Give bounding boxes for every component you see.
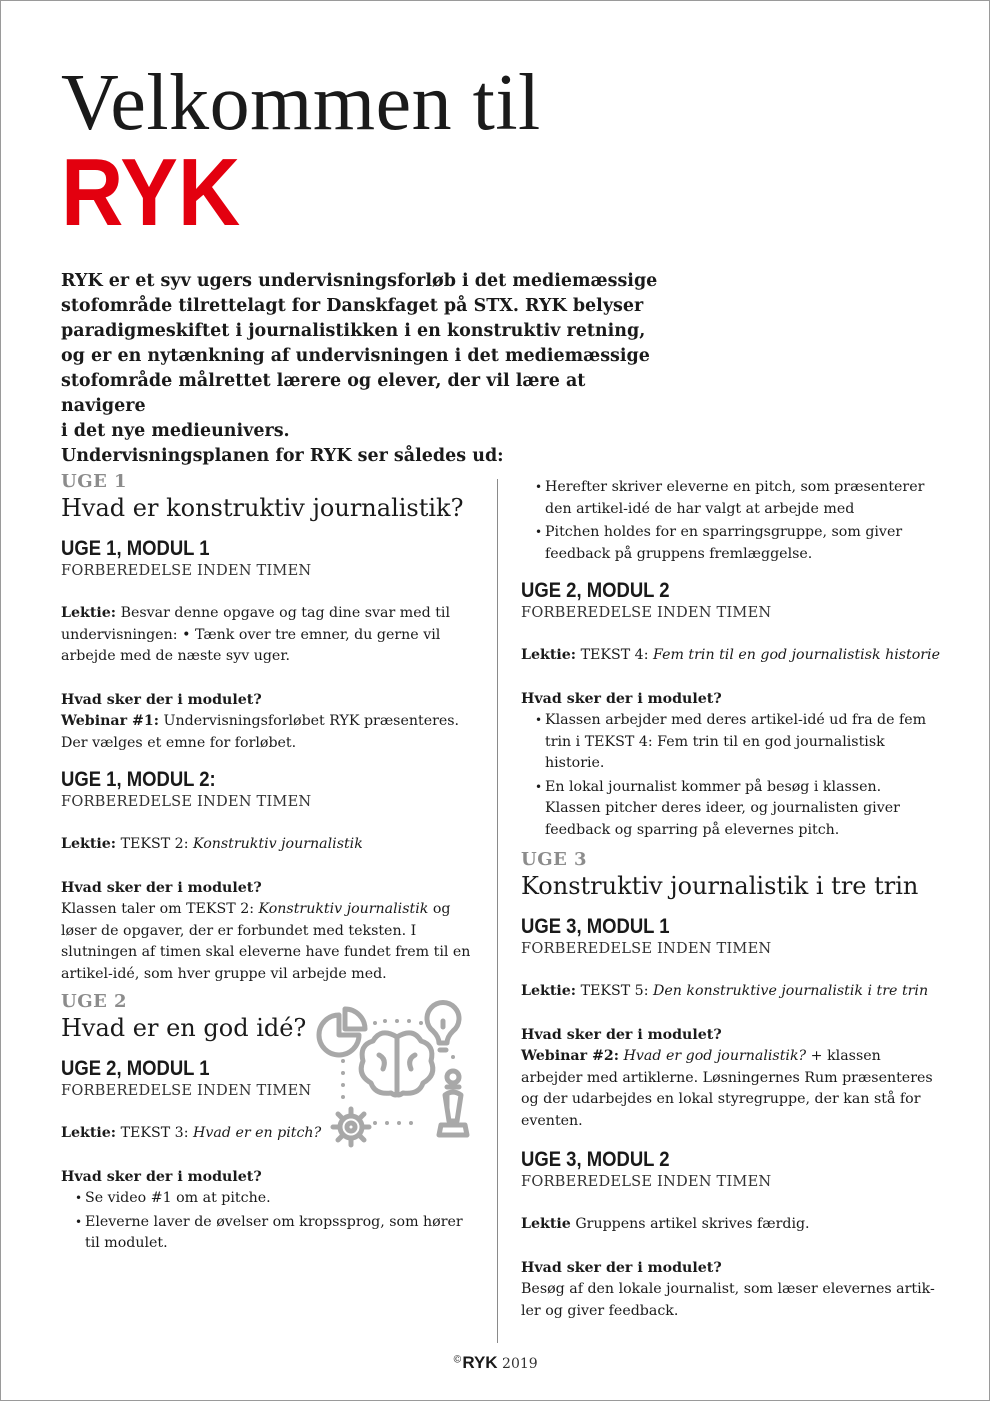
copyright-symbol: © [452,1354,463,1366]
week1-title: Hvad er konstruktiv journalistik? [61,494,464,522]
what-heading: Hvad sker der i modulet? [521,690,722,707]
lektie-label: Lektie: [521,647,577,663]
footer [1,1353,989,1373]
webinar-label: Webinar #1: [61,713,160,729]
column-divider [497,479,498,1343]
week3-module2-what: Besøg af den lokale journalist, som læser elevernes artik- ler og giver feedback. [521,1281,935,1319]
list-item: • En lokal journalist kommer på besøg i klassen. Klassen pitcher deres ideer, og journalisten giver feedback og sparring på elevernes pitch. [535,777,941,842]
week3-module1-what [521,1046,941,1132]
lektie-italic: Fem trin til en god journalistisk historie [653,647,940,663]
intro-line: paradigmeskiftet i journalistikken i en konstruktiv retning, [61,321,646,341]
what-heading: Hvad sker der i modulet? [61,691,262,708]
week2-title: Hvad er en god idé? [61,1014,307,1042]
footer-brand: RYK [462,1353,498,1372]
lektie-text: Besvar denne opgave og tag dine svar med til undervisningen: • Tænk over tre emner, du gerne vil arbejde med de næste syv uger. [61,605,450,664]
lektie-label: Lektie: [61,605,117,621]
week3-module1-heading: UGE 3, MODUL 1 [521,915,670,938]
week3-module1-lektie [521,981,941,1003]
lektie-italic: Konstruktiv journalistik [193,836,363,852]
lektie-label: Lektie: [521,983,577,999]
pie-chart-icon [319,1009,365,1055]
week3-module2-lektie [521,1214,941,1236]
webinar-label: Webinar #2: [521,1048,620,1064]
week2-module2-heading: UGE 2, MODUL 2 [521,579,670,602]
week2-module2-lektie [521,645,941,667]
intro-line: stofområde tilrettelagt for Danskfaget på STX. RYK belyser [61,296,644,316]
lektie-italic: Hvad er en pitch? [193,1125,322,1141]
intro-line: i det nye medieunivers. [61,421,290,441]
webinar-italic: Hvad er god journalistik? [623,1048,807,1064]
prep-label: FORBEREDELSE INDEN TIMEN [521,940,772,957]
week1-module2-lektie [61,834,481,856]
lektie-text: TEKST 5: [580,983,649,999]
intro-line: Undervisningsplanen for RYK ser således ud: [61,446,504,466]
prep-label: FORBEREDELSE INDEN TIMEN [521,1173,772,1190]
what-heading: Hvad sker der i modulet? [521,1026,722,1043]
lektie-italic: Den konstruktive journalistik i tre trin [653,983,929,999]
chess-piece-icon [439,1071,467,1135]
week1-module1-heading: UGE 1, MODUL 1 [61,537,210,560]
week3-label: UGE 3 [521,849,588,870]
lektie-label: Lektie [521,1216,571,1232]
webinar-text: + klassen arbejder med artiklerne. Løsningernes Rum præsenteres og der udarbejdes en lokal styregruppe, der kan stå for eventen. [521,1048,933,1129]
list-item: • Klassen arbejder med deres artikel-idé ud fra de fem trin i TEKST 4: Fem trin til en god journalistisk historie. [535,710,941,775]
right-column [521,477,941,1344]
intro-line: stofområde målrettet lærere og elever, der vil lære at navigere [61,371,586,416]
week2-module1-bullets-cont [521,477,941,565]
what-text: Klassen taler om TEKST 2: [61,901,255,917]
intro-line: og er en nytænkning af undervisningen i det mediemæssige [61,346,650,366]
what-heading: Hvad sker der i modulet? [61,879,262,896]
week1-label: UGE 1 [61,471,128,492]
webinar-text: Undervisningsforløbet RYK præsenteres. Der vælges et emne for forløbet. [61,713,460,751]
intro-line: RYK er et syv ugers undervisningsforløb i det mediemæssige [61,271,658,291]
week1-module1-what [61,711,481,754]
week1-module2-heading: UGE 1, MODUL 2: [61,768,216,791]
list-item: • Eleverne laver de øvelser om kropssprog, som hører til modulet. [75,1212,481,1255]
prep-label: FORBEREDELSE INDEN TIMEN [61,793,312,810]
list-item: • Se video #1 om at pitche. [75,1188,481,1210]
what-text: og løser de opgaver, der er forbundet med teksten. I slutningen af timen skal eleverne have fundet frem til en artikel-idé, som hver gruppe vil arbejde med. [61,901,471,982]
list-item: • Herefter skriver eleverne en pitch, som præsenterer den artikel-idé de har valgt at arbejde med [535,477,941,520]
brain-icon [361,1033,433,1095]
week2-module1-bullets [61,1188,481,1255]
week2-module2-bullets [521,710,941,841]
footer-year: 2019 [502,1356,538,1372]
what-heading: Hvad sker der i modulet? [521,1259,722,1276]
prep-label: FORBEREDELSE INDEN TIMEN [61,1082,312,1099]
week2-label: UGE 2 [61,991,128,1012]
title-brand: RYK [61,139,241,246]
week1-module1-lektie [61,603,481,668]
lektie-label: Lektie: [61,836,117,852]
lektie-text: TEKST 4: [580,647,649,663]
lightbulb-icon [427,1003,459,1050]
lektie-label: Lektie: [61,1125,117,1141]
week3-module2-heading: UGE 3, MODUL 2 [521,1148,670,1171]
title-welcome: Velkommen til [61,59,541,147]
icon-cluster [313,997,481,1149]
lektie-text: TEKST 3: [120,1125,189,1141]
what-heading: Hvad sker der i modulet? [61,1168,262,1185]
week2-module1-heading: UGE 2, MODUL 1 [61,1057,210,1080]
week3-title: Konstruktiv journalistik i tre trin [521,872,919,900]
left-column [61,471,481,1271]
list-item: • Pitchen holdes for en sparringsgruppe, som giver feedback på gruppens fremlæggelse. [535,522,941,565]
gear-icon [333,1109,369,1145]
prep-label: FORBEREDELSE INDEN TIMEN [61,562,312,579]
lektie-text: TEKST 2: [120,836,189,852]
lektie-text: Gruppens artikel skrives færdig. [575,1216,810,1232]
week1-module2-what [61,899,481,985]
intro-paragraph [61,269,661,469]
prep-label: FORBEREDELSE INDEN TIMEN [521,604,772,621]
what-italic: Konstruktiv journalistik [258,901,429,917]
